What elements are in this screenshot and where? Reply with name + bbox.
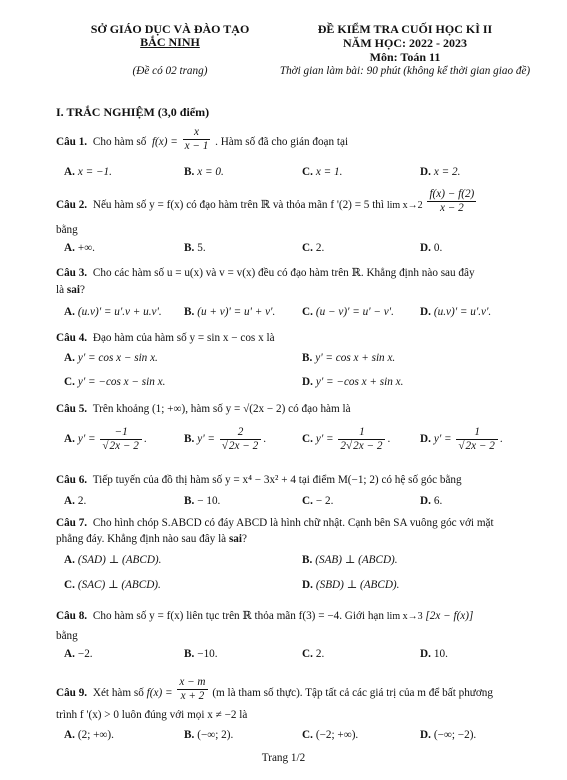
question-text-line2: phẳng đáy. Khẳng định nào sau đây là sai? [56,533,247,545]
question-label: Câu 6. [56,474,88,486]
formula-fraction: $\frac{x - m}{x + 2}$ [179,676,206,702]
question-label: Câu 3. [56,267,88,279]
option-b[interactable]: B. 5. [184,242,206,254]
question-formula: f(x) = $\frac{x}{x - 1}$ [149,126,209,152]
option-d[interactable]: D. x = 2. [420,166,461,178]
option-a[interactable]: A. x = −1. [64,166,112,178]
question-2 [56,188,478,215]
pages-note: (Đề có 02 trang) [132,65,208,77]
subject: Môn: Toán 11 [369,50,441,64]
school-year: NĂM HỌC: 2022 - 2023 [343,36,467,50]
question-text-line2: là sai? [56,284,85,296]
question-text: Nếu hàm số y = f(x) có đạo hàm trên ℝ và thỏa mãn f '(2) = 5 thì [92,199,385,212]
option-c[interactable]: C. (−2; +∞). [302,729,359,741]
question-label: Câu 4. [56,332,88,344]
question-text: Đạo hàm của hàm số y = sin x − cos x là [92,332,275,344]
question-text-tail: bằng [56,630,78,642]
question-1 [56,126,349,153]
option-c[interactable]: C. y' = $\frac{1}{2√2x - 2}$ . [302,426,391,452]
option-b[interactable]: B. (u + v)' = u' + v'. [184,306,276,318]
option-a[interactable]: A. (2; +∞). [64,729,114,741]
question-text: Cho hình chóp S.ABCD có đáy ABCD là hình chữ nhật. Cạnh bên SA vuông góc với mặt [92,517,494,529]
option-c[interactable]: C. (SAC) ⊥ (ABCD). [64,579,161,591]
question-text: Trên khoảng (1; +∞), hàm số y = √(2x − 2) có đạo hàm là [92,403,351,415]
option-d[interactable]: D. (u.v)' = u'.v'. [420,306,492,318]
option-c[interactable]: C. 2. [302,242,325,254]
question-7 [56,517,494,529]
option-a[interactable]: A. 2. [64,495,87,507]
option-a[interactable]: A. (SAD) ⊥ (ABCD). [64,554,162,566]
question-6 [56,474,462,486]
question-4 [56,332,275,344]
section-title: I. TRẮC NGHIỆM (3,0 điểm) [56,105,210,119]
question-text-tail: . Hàm số đã cho gián đoạn tại [215,136,349,149]
option-a[interactable]: A. −2. [64,648,93,660]
question-5 [56,403,351,415]
option-b[interactable]: B. (−∞; 2). [184,729,234,741]
question-text-tail: (m là tham số thực). Tập tất cả các giá trị của m để bất phương [212,687,493,700]
option-b[interactable]: B. (SAB) ⊥ (ABCD). [302,554,398,566]
option-c[interactable]: C. (u − v)' = u' − v'. [302,306,394,318]
option-d[interactable]: D. 6. [420,495,443,507]
exam-title: ĐỀ KIỂM TRA CUỐI HỌC KÌ II [317,22,493,36]
option-a[interactable]: A. y' = $\frac{-1}{√2x - 2}$ . [64,426,147,452]
question-8 [56,609,473,622]
option-b[interactable]: B. y' = $\frac{2}{√2x - 2}$ . [184,426,267,452]
option-d[interactable]: D. 10. [420,648,448,660]
question-text: Xét hàm số [92,687,144,700]
question-text-line2: trình f '(x) > 0 luôn đúng với mọi x ≠ −2 là [56,709,248,721]
option-a[interactable]: A. (u.v)' = u'.v + u.v'. [64,306,162,318]
question-label: Câu 9. [56,687,88,700]
option-a[interactable]: A. y' = cos x − sin x. [64,352,158,364]
time-note: Thời gian làm bài: 90 phút (không kể thời gian giao đề) [279,65,531,77]
option-c[interactable]: C. − 2. [302,495,334,507]
limit-symbol: lim x→2 [386,200,423,212]
formula-prefix: f(x) = [146,687,173,700]
question-text: Cho các hàm số u = u(x) và v = v(x) đều có đạo hàm trên ℝ. Khẳng định nào sau đây [92,267,475,279]
page-number: Trang 1/2 [261,752,306,764]
question-label: Câu 8. [56,610,88,622]
question-text: Tiếp tuyến của đồ thị hàm số y = x⁴ − 3x² + 4 tại điểm M(−1; 2) có hệ số góc bằng [92,474,462,486]
option-b[interactable]: B. − 10. [184,495,221,507]
limit-symbol: lim x→3 [386,611,423,622]
option-c[interactable]: C. x = 1. [302,166,343,178]
question-label: Câu 1. [56,136,88,149]
limit-fraction: $\frac{f(x) - f(2)}{x - 2}$ [429,188,475,214]
dept-line1: SỞ GIÁO DỤC VÀ ĐÀO TẠO [90,22,250,36]
question-9 [56,676,493,703]
option-b[interactable]: B. x = 0. [184,166,224,178]
option-a[interactable]: A. +∞. [64,242,95,254]
option-d[interactable]: D. y' = −cos x + sin x. [302,376,404,388]
dept-line2: BẮC NINH [140,35,200,49]
question-label: Câu 5. [56,403,88,415]
option-b[interactable]: B. y' = cos x + sin x. [302,352,396,364]
question-text: Cho hàm số y = f(x) liên tục trên ℝ thỏa mãn f(3) = −4. Giới hạn [92,610,384,622]
option-d[interactable]: D. 0. [420,242,443,254]
limit-expression: [2x − f(x)] [425,610,474,622]
option-c[interactable]: C. y' = −cos x − sin x. [64,376,166,388]
question-label: Câu 2. [56,199,88,212]
option-d[interactable]: D. (−∞; −2). [420,729,477,741]
option-c[interactable]: C. 2. [302,648,325,660]
option-d[interactable]: D. y' = $\frac{1}{√2x - 2}$ . [420,426,503,452]
question-3 [56,266,475,279]
option-d[interactable]: D. (SBD) ⊥ (ABCD). [302,579,400,591]
question-label: Câu 7. [56,517,88,529]
question-text-tail: bằng [56,224,78,236]
question-text: Cho hàm số [92,136,147,149]
option-b[interactable]: B. −10. [184,648,218,660]
